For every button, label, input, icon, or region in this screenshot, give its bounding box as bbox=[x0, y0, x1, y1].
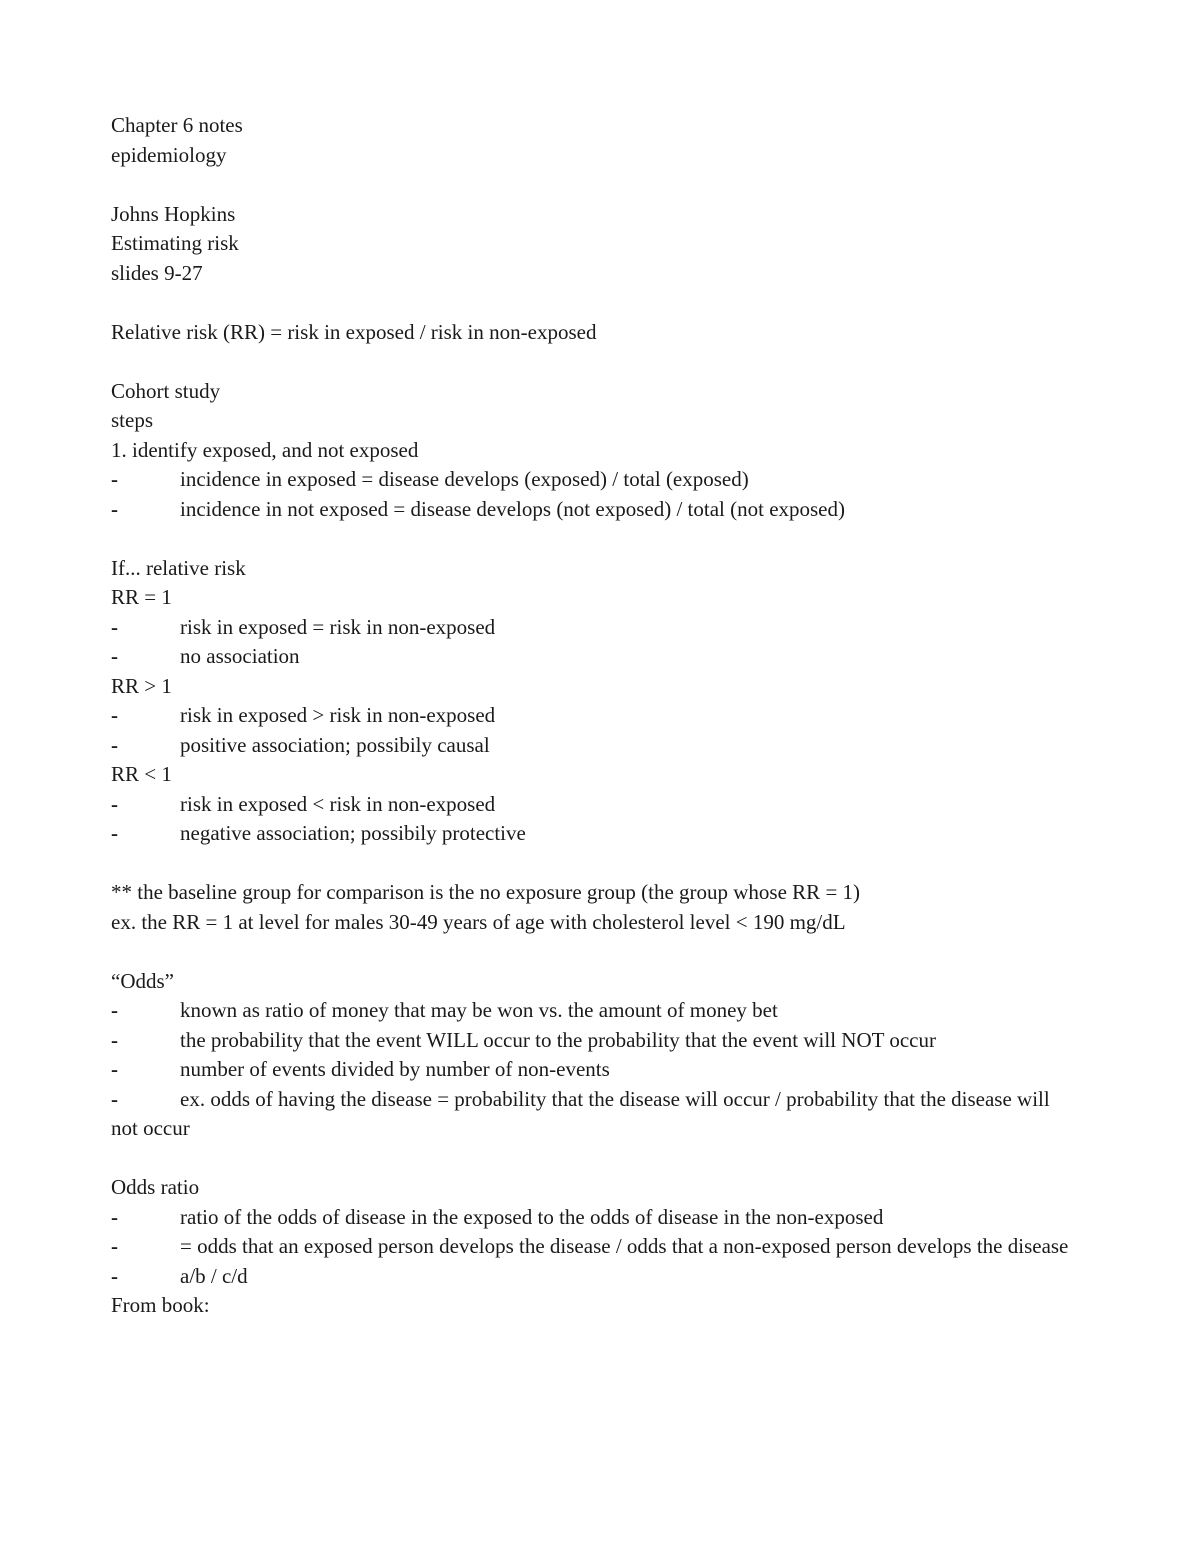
bullet-item bbox=[111, 495, 1101, 525]
bullet-text: risk in exposed > risk in non-exposed bbox=[180, 703, 496, 727]
bullet-text: risk in exposed < risk in non-exposed bbox=[180, 791, 496, 816]
bullet-item bbox=[111, 613, 1101, 643]
odds-ratio-heading: Odds ratio bbox=[111, 1175, 200, 1199]
bullet-text: the probability that the event WILL occur to the probability that the event will NOT occur bbox=[180, 1027, 936, 1052]
dash-marker: - bbox=[111, 1234, 118, 1258]
bullet-item bbox=[111, 819, 1101, 849]
blank-line bbox=[111, 524, 1101, 554]
cohort-step-1: 1. identify exposed, and not exposed bbox=[111, 437, 419, 462]
cohort-steps-label: steps bbox=[111, 408, 153, 432]
bullet-text: number of events divided by number of non-events bbox=[180, 1057, 610, 1081]
bullet-text: ratio of the odds of disease in the exposed to the odds of disease in the non-exposed bbox=[180, 1204, 884, 1229]
bullet-item bbox=[111, 731, 1101, 761]
bullet-text: incidence in not exposed = disease develops (not exposed) / total (not exposed) bbox=[180, 496, 845, 521]
dash-marker: - bbox=[111, 1204, 118, 1229]
dash-marker: - bbox=[111, 1027, 118, 1052]
bullet-item bbox=[111, 1262, 1101, 1292]
bullet-item bbox=[111, 465, 1101, 495]
bullet-item bbox=[111, 996, 1101, 1026]
source-institution: Johns Hopkins bbox=[111, 201, 236, 226]
dash-marker: - bbox=[111, 614, 118, 639]
bullet-item bbox=[111, 1203, 1101, 1233]
bullet-item bbox=[111, 1026, 1101, 1056]
rr-eq1-label: RR = 1 bbox=[111, 585, 172, 609]
bullet-item bbox=[111, 790, 1101, 820]
dash-marker: - bbox=[111, 1057, 118, 1081]
dash-marker: - bbox=[111, 821, 118, 845]
rr-gt1-label: RR > 1 bbox=[111, 673, 172, 698]
bullet-text: positive association; possibily causal bbox=[180, 732, 490, 757]
bullet-item bbox=[111, 642, 1101, 672]
dash-marker: - bbox=[111, 467, 118, 491]
bullet-item-wrapped bbox=[111, 1232, 1071, 1262]
source-slides: slides 9-27 bbox=[111, 260, 203, 285]
odds-heading: “Odds” bbox=[111, 968, 174, 993]
bullet-text: known as ratio of money that may be won vs. the amount of money bet bbox=[180, 998, 778, 1022]
bullet-text: negative association; possibily protective bbox=[180, 821, 526, 845]
blank-line bbox=[111, 937, 1101, 967]
blank-line bbox=[111, 288, 1101, 318]
bullet-text: incidence in exposed = disease develops (exposed) / total (exposed) bbox=[180, 467, 749, 491]
bullet-text: ex. odds of having the disease = probability that the disease will occur / probability that the disease will not occur bbox=[111, 1086, 1050, 1140]
bullet-item-wrapped bbox=[111, 1085, 1071, 1144]
bullet-item bbox=[111, 1055, 1101, 1085]
bullet-text: = odds that an exposed person develops the disease / odds that a non-exposed person develops the disease bbox=[180, 1234, 1069, 1258]
dash-marker: - bbox=[111, 791, 118, 816]
cohort-heading: Cohort study bbox=[111, 378, 221, 403]
dash-marker: - bbox=[111, 496, 118, 521]
dash-marker: - bbox=[111, 1086, 118, 1111]
doc-subject: epidemiology bbox=[111, 142, 227, 167]
blank-line bbox=[111, 347, 1101, 377]
from-book-label: From book: bbox=[111, 1293, 210, 1317]
dash-marker: - bbox=[111, 732, 118, 757]
bullet-text: no association bbox=[180, 644, 300, 668]
relative-risk-definition: Relative risk (RR) = risk in exposed / risk in non-exposed bbox=[111, 319, 597, 344]
bullet-item bbox=[111, 701, 1101, 731]
rr-lt1-label: RR < 1 bbox=[111, 762, 172, 786]
blank-line bbox=[111, 849, 1101, 879]
bullet-text: risk in exposed = risk in non-exposed bbox=[180, 614, 496, 639]
blank-line bbox=[111, 170, 1101, 200]
dash-marker: - bbox=[111, 1263, 118, 1288]
bullet-text: a/b / c/d bbox=[180, 1263, 248, 1288]
dash-marker: - bbox=[111, 998, 118, 1022]
document-body bbox=[111, 111, 1101, 1321]
dash-marker: - bbox=[111, 703, 118, 727]
doc-title: Chapter 6 notes bbox=[111, 113, 243, 137]
rr-cases-heading: If... relative risk bbox=[111, 555, 246, 580]
blank-line bbox=[111, 1144, 1101, 1174]
baseline-note: ** the baseline group for comparison is the no exposure group (the group whose RR = 1) bbox=[111, 880, 861, 904]
dash-marker: - bbox=[111, 644, 118, 668]
baseline-example: ex. the RR = 1 at level for males 30-49 years of age with cholesterol level < 190 mg/dL bbox=[111, 909, 846, 934]
source-topic: Estimating risk bbox=[111, 231, 239, 255]
